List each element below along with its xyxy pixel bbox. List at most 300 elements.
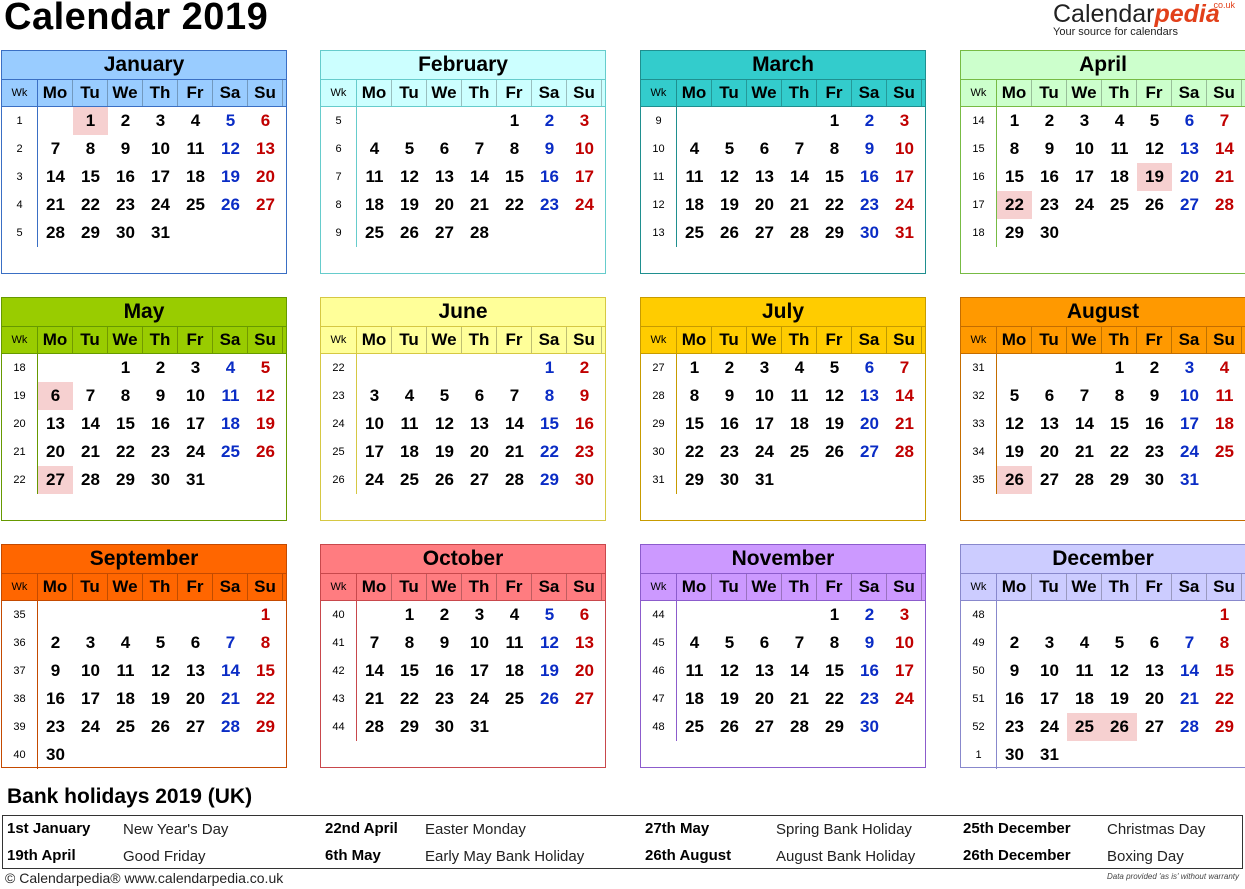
day-cell[interactable]: 12 (540, 633, 559, 652)
day-cell[interactable]: 18 (790, 414, 809, 433)
day-cell[interactable]: 24 (755, 442, 774, 461)
day-cell[interactable]: 13 (1180, 139, 1199, 158)
day-cell[interactable]: 7 (85, 386, 96, 405)
day-cell[interactable]: 19 (151, 689, 170, 708)
day-cell[interactable]: 6 (1149, 633, 1160, 652)
day-cell[interactable]: 10 (470, 633, 489, 652)
day-cell[interactable]: 8 (544, 386, 555, 405)
day-cell[interactable]: 6 (1184, 111, 1195, 130)
day-cell[interactable]: 26 (435, 470, 454, 489)
day-cell[interactable]: 28 (1180, 717, 1199, 736)
day-cell[interactable]: 26 (720, 717, 739, 736)
day-cell[interactable]: 13 (46, 414, 65, 433)
day-cell[interactable]: 3 (1044, 633, 1055, 652)
day-cell[interactable]: 29 (1215, 717, 1234, 736)
day-cell[interactable]: 31 (1180, 470, 1199, 489)
day-cell[interactable]: 11 (365, 167, 384, 186)
day-cell[interactable]: 6 (759, 139, 770, 158)
day-cell[interactable]: 21 (1215, 167, 1234, 186)
day-cell[interactable]: 16 (435, 661, 454, 680)
day-cell[interactable]: 28 (470, 223, 489, 242)
day-cell[interactable]: 19 (435, 442, 454, 461)
day-cell[interactable]: 12 (1110, 661, 1129, 680)
day-cell[interactable]: 7 (794, 139, 805, 158)
day-cell[interactable]: 15 (256, 661, 275, 680)
day-cell[interactable]: 26 (825, 442, 844, 461)
day-cell[interactable]: 6 (1044, 386, 1055, 405)
day-cell[interactable]: 10 (895, 139, 914, 158)
day-cell[interactable]: 11 (400, 414, 419, 433)
day-cell[interactable]: 28 (505, 470, 524, 489)
day-cell[interactable]: 15 (540, 414, 559, 433)
day-cell[interactable]: 13 (186, 661, 205, 680)
day-cell[interactable]: 4 (1079, 633, 1090, 652)
day-cell[interactable]: 14 (1215, 139, 1234, 158)
day-cell[interactable]: 7 (509, 386, 520, 405)
day-cell[interactable]: 23 (435, 689, 454, 708)
day-cell[interactable]: 23 (116, 195, 135, 214)
day-cell[interactable]: 11 (790, 386, 809, 405)
day-cell[interactable]: 13 (755, 167, 774, 186)
day-cell[interactable]: 6 (439, 139, 450, 158)
day-cell[interactable]: 9 (544, 139, 555, 158)
day-cell[interactable]: 3 (190, 358, 201, 377)
day-cell[interactable]: 14 (221, 661, 240, 680)
day-cell[interactable]: 17 (151, 167, 170, 186)
day-cell[interactable]: 28 (46, 223, 65, 242)
day-cell[interactable]: 20 (1180, 167, 1199, 186)
day-cell[interactable]: 15 (116, 414, 135, 433)
day-cell[interactable]: 20 (575, 661, 594, 680)
day-cell[interactable]: 29 (1110, 470, 1129, 489)
day-cell[interactable]: 28 (790, 223, 809, 242)
day-cell[interactable]: 14 (790, 661, 809, 680)
day-cell[interactable]: 2 (50, 633, 61, 652)
day-cell[interactable]: 6 (38, 382, 73, 410)
day-cell[interactable]: 19 (221, 167, 240, 186)
day-cell[interactable]: 21 (470, 195, 489, 214)
day-cell[interactable]: 14 (790, 167, 809, 186)
day-cell[interactable]: 25 (1215, 442, 1234, 461)
footer-copyright[interactable]: © Calendarpedia® www.calendarpedia.co.uk (5, 870, 284, 886)
day-cell[interactable]: 22 (825, 195, 844, 214)
day-cell[interactable]: 4 (369, 139, 380, 158)
day-cell[interactable]: 27 (755, 223, 774, 242)
day-cell[interactable]: 26 (997, 466, 1032, 494)
day-cell[interactable]: 12 (435, 414, 454, 433)
day-cell[interactable]: 9 (1149, 386, 1160, 405)
day-cell[interactable]: 26 (720, 223, 739, 242)
day-cell[interactable]: 17 (1040, 689, 1059, 708)
day-cell[interactable]: 14 (1180, 661, 1199, 680)
day-cell[interactable]: 5 (225, 111, 236, 130)
day-cell[interactable]: 16 (116, 167, 135, 186)
day-cell[interactable]: 5 (1114, 633, 1125, 652)
day-cell[interactable]: 1 (829, 605, 840, 624)
day-cell[interactable]: 24 (81, 717, 100, 736)
day-cell[interactable]: 20 (46, 442, 65, 461)
day-cell[interactable]: 23 (1005, 717, 1024, 736)
day-cell[interactable]: 25 (685, 223, 704, 242)
day-cell[interactable]: 2 (864, 605, 875, 624)
day-cell[interactable]: 27 (860, 442, 879, 461)
day-cell[interactable]: 24 (151, 195, 170, 214)
day-cell[interactable]: 1 (1219, 605, 1230, 624)
day-cell[interactable]: 13 (575, 633, 594, 652)
day-cell[interactable]: 11 (116, 661, 135, 680)
day-cell[interactable]: 21 (790, 689, 809, 708)
day-cell[interactable]: 14 (505, 414, 524, 433)
day-cell[interactable]: 2 (864, 111, 875, 130)
day-cell[interactable]: 5 (724, 633, 735, 652)
day-cell[interactable]: 6 (759, 633, 770, 652)
day-cell[interactable]: 27 (755, 717, 774, 736)
day-cell[interactable]: 7 (225, 633, 236, 652)
day-cell[interactable]: 31 (151, 223, 170, 242)
day-cell[interactable]: 25 (365, 223, 384, 242)
day-cell[interactable]: 15 (400, 661, 419, 680)
day-cell[interactable]: 10 (186, 386, 205, 405)
day-cell[interactable]: 9 (120, 139, 131, 158)
day-cell[interactable]: 15 (1215, 661, 1234, 680)
day-cell[interactable]: 17 (895, 661, 914, 680)
day-cell[interactable]: 11 (685, 661, 704, 680)
day-cell[interactable]: 12 (1145, 139, 1164, 158)
day-cell[interactable]: 10 (1180, 386, 1199, 405)
day-cell[interactable]: 17 (895, 167, 914, 186)
day-cell[interactable]: 1 (73, 107, 108, 135)
day-cell[interactable]: 4 (120, 633, 131, 652)
day-cell[interactable]: 16 (46, 689, 65, 708)
day-cell[interactable]: 31 (895, 223, 914, 242)
day-cell[interactable]: 19 (400, 195, 419, 214)
day-cell[interactable]: 10 (365, 414, 384, 433)
day-cell[interactable]: 20 (1040, 442, 1059, 461)
day-cell[interactable]: 1 (829, 111, 840, 130)
day-cell[interactable]: 5 (1009, 386, 1020, 405)
day-cell[interactable]: 9 (50, 661, 61, 680)
day-cell[interactable]: 14 (1075, 414, 1094, 433)
day-cell[interactable]: 11 (685, 167, 704, 186)
day-cell[interactable]: 15 (505, 167, 524, 186)
day-cell[interactable]: 12 (720, 167, 739, 186)
day-cell[interactable]: 25 (116, 717, 135, 736)
day-cell[interactable]: 14 (895, 386, 914, 405)
day-cell[interactable]: 12 (720, 661, 739, 680)
day-cell[interactable]: 26 (256, 442, 275, 461)
day-cell[interactable]: 19 (540, 661, 559, 680)
day-cell[interactable]: 7 (1184, 633, 1195, 652)
day-cell[interactable]: 16 (1005, 689, 1024, 708)
day-cell[interactable]: 23 (720, 442, 739, 461)
day-cell[interactable]: 30 (720, 470, 739, 489)
day-cell[interactable]: 23 (46, 717, 65, 736)
day-cell[interactable]: 16 (720, 414, 739, 433)
day-cell[interactable]: 23 (151, 442, 170, 461)
day-cell[interactable]: 2 (439, 605, 450, 624)
day-cell[interactable]: 27 (435, 223, 454, 242)
day-cell[interactable]: 3 (1079, 111, 1090, 130)
day-cell[interactable]: 24 (470, 689, 489, 708)
day-cell[interactable]: 5 (829, 358, 840, 377)
day-cell[interactable]: 10 (575, 139, 594, 158)
day-cell[interactable]: 30 (860, 717, 879, 736)
day-cell[interactable]: 22 (1215, 689, 1234, 708)
day-cell[interactable]: 6 (260, 111, 271, 130)
day-cell[interactable]: 20 (435, 195, 454, 214)
day-cell[interactable]: 8 (260, 633, 271, 652)
day-cell[interactable]: 26 (1145, 195, 1164, 214)
day-cell[interactable]: 19 (1005, 442, 1024, 461)
day-cell[interactable]: 17 (81, 689, 100, 708)
day-cell[interactable]: 14 (46, 167, 65, 186)
day-cell[interactable]: 14 (470, 167, 489, 186)
day-cell[interactable]: 29 (256, 717, 275, 736)
day-cell[interactable]: 18 (685, 689, 704, 708)
day-cell[interactable]: 5 (155, 633, 166, 652)
day-cell[interactable]: 15 (825, 661, 844, 680)
day-cell[interactable]: 4 (689, 139, 700, 158)
day-cell[interactable]: 18 (1215, 414, 1234, 433)
day-cell[interactable]: 1 (260, 605, 271, 624)
day-cell[interactable]: 29 (825, 223, 844, 242)
day-cell[interactable]: 6 (190, 633, 201, 652)
day-cell[interactable]: 26 (151, 717, 170, 736)
day-cell[interactable]: 2 (579, 358, 590, 377)
day-cell[interactable]: 23 (540, 195, 559, 214)
day-cell[interactable]: 5 (260, 358, 271, 377)
day-cell[interactable]: 4 (404, 386, 415, 405)
day-cell[interactable]: 11 (1075, 661, 1094, 680)
day-cell[interactable]: 31 (755, 470, 774, 489)
day-cell[interactable]: 28 (81, 470, 100, 489)
day-cell[interactable]: 3 (899, 605, 910, 624)
day-cell[interactable]: 22 (685, 442, 704, 461)
day-cell[interactable]: 22 (116, 442, 135, 461)
day-cell[interactable]: 30 (1005, 745, 1024, 764)
day-cell[interactable]: 4 (190, 111, 201, 130)
day-cell[interactable]: 9 (864, 139, 875, 158)
day-cell[interactable]: 7 (1219, 111, 1230, 130)
day-cell[interactable]: 2 (120, 111, 131, 130)
day-cell[interactable]: 8 (829, 633, 840, 652)
day-cell[interactable]: 2 (724, 358, 735, 377)
day-cell[interactable]: 11 (186, 139, 205, 158)
day-cell[interactable]: 24 (575, 195, 594, 214)
day-cell[interactable]: 3 (759, 358, 770, 377)
day-cell[interactable]: 23 (1145, 442, 1164, 461)
day-cell[interactable]: 28 (790, 717, 809, 736)
day-cell[interactable]: 18 (1110, 167, 1129, 186)
day-cell[interactable]: 25 (400, 470, 419, 489)
day-cell[interactable]: 29 (400, 717, 419, 736)
day-cell[interactable]: 10 (1040, 661, 1059, 680)
day-cell[interactable]: 10 (151, 139, 170, 158)
day-cell[interactable]: 27 (256, 195, 275, 214)
day-cell[interactable]: 24 (186, 442, 205, 461)
day-cell[interactable]: 2 (1009, 633, 1020, 652)
day-cell[interactable]: 10 (895, 633, 914, 652)
day-cell[interactable]: 11 (505, 633, 524, 652)
day-cell[interactable]: 31 (470, 717, 489, 736)
day-cell[interactable]: 15 (685, 414, 704, 433)
day-cell[interactable]: 19 (1137, 163, 1172, 191)
day-cell[interactable]: 27 (38, 466, 73, 494)
day-cell[interactable]: 4 (794, 358, 805, 377)
day-cell[interactable]: 11 (1110, 139, 1129, 158)
day-cell[interactable]: 12 (151, 661, 170, 680)
day-cell[interactable]: 27 (186, 717, 205, 736)
day-cell[interactable]: 29 (81, 223, 100, 242)
day-cell[interactable]: 8 (829, 139, 840, 158)
day-cell[interactable]: 13 (256, 139, 275, 158)
day-cell[interactable]: 17 (470, 661, 489, 680)
day-cell[interactable]: 6 (864, 358, 875, 377)
day-cell[interactable]: 10 (755, 386, 774, 405)
day-cell[interactable]: 8 (85, 139, 96, 158)
day-cell[interactable]: 4 (509, 605, 520, 624)
day-cell[interactable]: 1 (544, 358, 555, 377)
day-cell[interactable]: 18 (505, 661, 524, 680)
day-cell[interactable]: 22 (997, 191, 1032, 219)
day-cell[interactable]: 19 (256, 414, 275, 433)
day-cell[interactable]: 29 (1005, 223, 1024, 242)
day-cell[interactable]: 21 (895, 414, 914, 433)
day-cell[interactable]: 29 (825, 717, 844, 736)
day-cell[interactable]: 3 (85, 633, 96, 652)
day-cell[interactable]: 12 (400, 167, 419, 186)
day-cell[interactable]: 16 (151, 414, 170, 433)
day-cell[interactable]: 23 (575, 442, 594, 461)
day-cell[interactable]: 22 (400, 689, 419, 708)
day-cell[interactable]: 30 (1145, 470, 1164, 489)
day-cell[interactable]: 22 (505, 195, 524, 214)
day-cell[interactable]: 23 (860, 689, 879, 708)
day-cell[interactable]: 18 (116, 689, 135, 708)
day-cell[interactable]: 27 (575, 689, 594, 708)
day-cell[interactable]: 16 (860, 661, 879, 680)
day-cell[interactable]: 30 (575, 470, 594, 489)
day-cell[interactable]: 24 (1075, 195, 1094, 214)
day-cell[interactable]: 22 (825, 689, 844, 708)
day-cell[interactable]: 2 (544, 111, 555, 130)
day-cell[interactable]: 20 (256, 167, 275, 186)
day-cell[interactable]: 26 (400, 223, 419, 242)
day-cell[interactable]: 30 (46, 745, 65, 764)
day-cell[interactable]: 29 (116, 470, 135, 489)
day-cell[interactable]: 26 (540, 689, 559, 708)
day-cell[interactable]: 1 (404, 605, 415, 624)
day-cell[interactable]: 13 (860, 386, 879, 405)
day-cell[interactable]: 2 (1044, 111, 1055, 130)
day-cell[interactable]: 20 (860, 414, 879, 433)
day-cell[interactable]: 26 (1102, 713, 1137, 741)
day-cell[interactable]: 9 (724, 386, 735, 405)
day-cell[interactable]: 16 (1040, 167, 1059, 186)
day-cell[interactable]: 16 (1145, 414, 1164, 433)
day-cell[interactable]: 30 (860, 223, 879, 242)
day-cell[interactable]: 25 (186, 195, 205, 214)
day-cell[interactable]: 22 (1110, 442, 1129, 461)
day-cell[interactable]: 12 (256, 386, 275, 405)
day-cell[interactable]: 13 (435, 167, 454, 186)
day-cell[interactable]: 28 (1075, 470, 1094, 489)
day-cell[interactable]: 27 (470, 470, 489, 489)
day-cell[interactable]: 26 (221, 195, 240, 214)
day-cell[interactable]: 30 (1040, 223, 1059, 242)
day-cell[interactable]: 31 (186, 470, 205, 489)
day-cell[interactable]: 1 (509, 111, 520, 130)
day-cell[interactable]: 7 (50, 139, 61, 158)
day-cell[interactable]: 8 (404, 633, 415, 652)
day-cell[interactable]: 5 (1149, 111, 1160, 130)
day-cell[interactable]: 24 (1180, 442, 1199, 461)
day-cell[interactable]: 4 (1114, 111, 1125, 130)
day-cell[interactable]: 28 (221, 717, 240, 736)
day-cell[interactable]: 9 (1009, 661, 1020, 680)
day-cell[interactable]: 7 (474, 139, 485, 158)
day-cell[interactable]: 20 (755, 195, 774, 214)
day-cell[interactable]: 1 (689, 358, 700, 377)
day-cell[interactable]: 5 (544, 605, 555, 624)
day-cell[interactable]: 13 (1145, 661, 1164, 680)
day-cell[interactable]: 3 (899, 111, 910, 130)
day-cell[interactable]: 20 (186, 689, 205, 708)
day-cell[interactable]: 9 (864, 633, 875, 652)
day-cell[interactable]: 17 (365, 442, 384, 461)
day-cell[interactable]: 19 (720, 195, 739, 214)
day-cell[interactable]: 11 (221, 386, 240, 405)
day-cell[interactable]: 4 (225, 358, 236, 377)
day-cell[interactable]: 29 (540, 470, 559, 489)
day-cell[interactable]: 1 (1114, 358, 1125, 377)
day-cell[interactable]: 15 (81, 167, 100, 186)
day-cell[interactable]: 16 (575, 414, 594, 433)
day-cell[interactable]: 29 (685, 470, 704, 489)
day-cell[interactable]: 1 (1009, 111, 1020, 130)
day-cell[interactable]: 13 (755, 661, 774, 680)
day-cell[interactable]: 28 (365, 717, 384, 736)
day-cell[interactable]: 10 (81, 661, 100, 680)
day-cell[interactable]: 23 (1040, 195, 1059, 214)
day-cell[interactable]: 15 (1110, 414, 1129, 433)
day-cell[interactable]: 16 (860, 167, 879, 186)
day-cell[interactable]: 5 (439, 386, 450, 405)
day-cell[interactable]: 5 (404, 139, 415, 158)
day-cell[interactable]: 24 (1040, 717, 1059, 736)
day-cell[interactable]: 9 (1044, 139, 1055, 158)
day-cell[interactable]: 21 (505, 442, 524, 461)
day-cell[interactable]: 17 (755, 414, 774, 433)
day-cell[interactable]: 13 (470, 414, 489, 433)
day-cell[interactable]: 25 (221, 442, 240, 461)
day-cell[interactable]: 24 (895, 689, 914, 708)
day-cell[interactable]: 9 (439, 633, 450, 652)
day-cell[interactable]: 24 (365, 470, 384, 489)
day-cell[interactable]: 17 (575, 167, 594, 186)
day-cell[interactable]: 31 (1040, 745, 1059, 764)
day-cell[interactable]: 30 (151, 470, 170, 489)
day-cell[interactable]: 20 (470, 442, 489, 461)
day-cell[interactable]: 9 (155, 386, 166, 405)
day-cell[interactable]: 25 (505, 689, 524, 708)
day-cell[interactable]: 2 (155, 358, 166, 377)
day-cell[interactable]: 8 (1009, 139, 1020, 158)
day-cell[interactable]: 7 (899, 358, 910, 377)
day-cell[interactable]: 18 (1075, 689, 1094, 708)
day-cell[interactable]: 18 (400, 442, 419, 461)
day-cell[interactable]: 19 (825, 414, 844, 433)
